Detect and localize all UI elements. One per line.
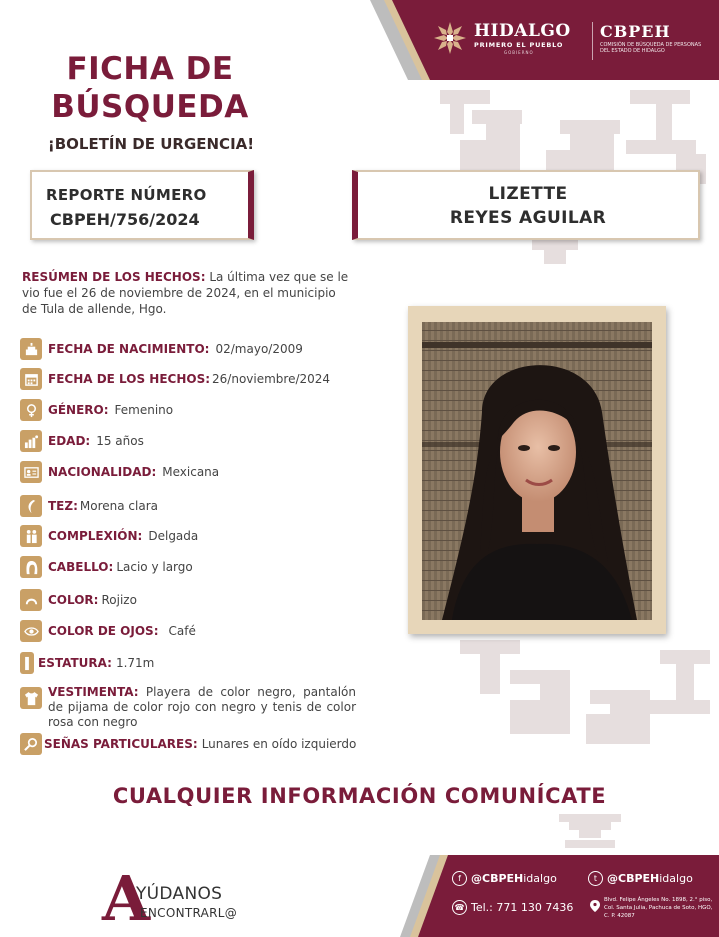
help-logo-line-2: ENCONTRARL@ (140, 906, 238, 920)
field-hair (20, 556, 193, 578)
field-value: Femenino (114, 403, 174, 417)
field-value: Lacio y largo (116, 560, 193, 574)
height-icon (20, 652, 34, 674)
summary-text: La última vez que se le vio fue el 26 de noviembre de 2024, en el municipio de Tula de allende, Hgo. (22, 270, 349, 316)
field-value: 26/noviembre/2024 (212, 372, 331, 386)
hidalgo-flower-icon (432, 20, 468, 56)
twitter-icon: t (588, 871, 603, 886)
field-label: SEÑAS PARTICULARES: (44, 737, 198, 751)
report-label: REPORTE NÚMERO (46, 186, 207, 204)
hidalgo-slogan: PRIMERO EL PUEBLO (474, 41, 564, 49)
facebook-handle-bold: @CBPEH (471, 872, 524, 885)
clothing-text (48, 685, 356, 730)
field-hair-color (20, 589, 137, 611)
field-skin (20, 495, 158, 517)
twitter-link[interactable] (588, 871, 693, 886)
field-value: Café (168, 624, 196, 638)
report-number-box (30, 170, 254, 240)
contact-call-to-action: CUALQUIER INFORMACIÓN COMUNÍCATE (112, 784, 607, 808)
embroidery-pattern-bottom (450, 630, 719, 770)
cake-icon (20, 338, 42, 360)
field-value: Lunares en oído izquierdo (201, 737, 357, 751)
field-label: ESTATURA: (38, 656, 112, 670)
help-logo-line-1: YÚDANOS (136, 884, 223, 904)
field-value: Morena clara (79, 499, 158, 513)
person-name-box (352, 170, 700, 240)
twitter-handle-bold: @CBPEH (607, 872, 660, 885)
field-label: GÉNERO: (48, 403, 109, 417)
hidalgo-title: HIDALGO (474, 21, 571, 41)
banner-divider (592, 22, 593, 60)
twitter-handle-rest: idalgo (659, 872, 693, 885)
field-clothing (20, 685, 356, 730)
field-value: 15 años (96, 434, 144, 448)
cbpeh-title: CBPEH (600, 22, 671, 41)
summary-label: RESÚMEN DE LOS HECHOS: (22, 270, 206, 284)
field-value: Mexicana (162, 465, 220, 479)
field-value: 1.71m (115, 656, 155, 670)
cbpeh-description: COMISIÓN DE BÚSQUEDA DE PERSONAS DEL ESTADO DE HIDALGO (600, 42, 702, 54)
urgency-subtitle: ¡BOLETÍN DE URGENCIA! (47, 135, 255, 153)
field-gender (20, 399, 173, 421)
field-label: FECHA DE LOS HECHOS: (48, 372, 211, 386)
summary-paragraph (22, 269, 352, 317)
field-build (20, 525, 198, 547)
page-title (20, 50, 280, 126)
field-label: COLOR DE OJOS: (48, 624, 159, 638)
field-birth-date (20, 338, 303, 360)
field-eye-color (20, 620, 196, 642)
hidalgo-brand (474, 22, 571, 55)
field-age (20, 430, 144, 452)
person-photo-frame (408, 306, 666, 634)
magnifier-icon (20, 733, 42, 755)
phone-number: Tel.: 771 130 7436 (471, 901, 574, 914)
age-icon (20, 430, 42, 452)
clothing-label: VESTIMENTA: (48, 685, 139, 699)
facebook-handle-rest: idalgo (523, 872, 557, 885)
hair-color-icon (20, 589, 42, 611)
id-card-icon (20, 461, 42, 483)
title-line-2: BÚSQUEDA (51, 89, 249, 125)
hair-icon (20, 556, 42, 578)
body-icon (20, 525, 42, 547)
field-value: Rojizo (101, 593, 137, 607)
field-label: FECHA DE NACIMIENTO: (48, 342, 210, 356)
facebook-link[interactable] (452, 871, 557, 886)
field-value: 02/mayo/2009 (215, 342, 303, 356)
title-line-1: FICHA DE (66, 51, 234, 87)
field-marks (20, 733, 356, 755)
field-label: NACIONALIDAD: (48, 465, 157, 479)
field-label: COMPLEXIÓN: (48, 529, 143, 543)
field-label: TEZ: (48, 499, 78, 513)
embroidery-pattern-cta (555, 808, 625, 858)
clothing-value: Playera de color negro, pantalón de pijama de color rojo con negro y tenis de color rosa con negro (48, 685, 356, 729)
person-name (358, 182, 698, 230)
help-logo-letter: A (102, 862, 151, 935)
shirt-icon (20, 687, 42, 709)
field-label: EDAD: (48, 434, 91, 448)
person-last-name: REYES AGUILAR (449, 208, 607, 228)
phone-icon: ☎ (452, 900, 467, 915)
eye-icon (20, 620, 42, 642)
field-label: CABELLO: (48, 560, 114, 574)
gender-icon (20, 399, 42, 421)
phone-link[interactable] (452, 900, 573, 915)
person-photo (422, 322, 652, 620)
help-find-logo (96, 862, 296, 936)
field-label: COLOR: (48, 593, 99, 607)
field-nationality (20, 461, 219, 483)
office-address: Blvd. Felipe Ángeles No. 1898, 2.° piso, Col. Santa Julia, Pachuca de Soto, HGO, C. P. 42087 (604, 897, 713, 919)
field-event-date (20, 368, 330, 390)
location-pin-icon (590, 900, 600, 912)
report-number: CBPEH/756/2024 (50, 210, 200, 229)
hidalgo-sub: GOBIERNO (504, 50, 534, 55)
person-photo-illustration (422, 322, 652, 620)
field-height (20, 652, 154, 674)
facebook-icon: f (452, 871, 467, 886)
person-first-name: LIZETTE (488, 184, 568, 204)
cbpeh-brand (600, 22, 710, 54)
calendar-icon (20, 368, 42, 390)
skin-icon (20, 495, 42, 517)
field-value: Delgada (148, 529, 199, 543)
